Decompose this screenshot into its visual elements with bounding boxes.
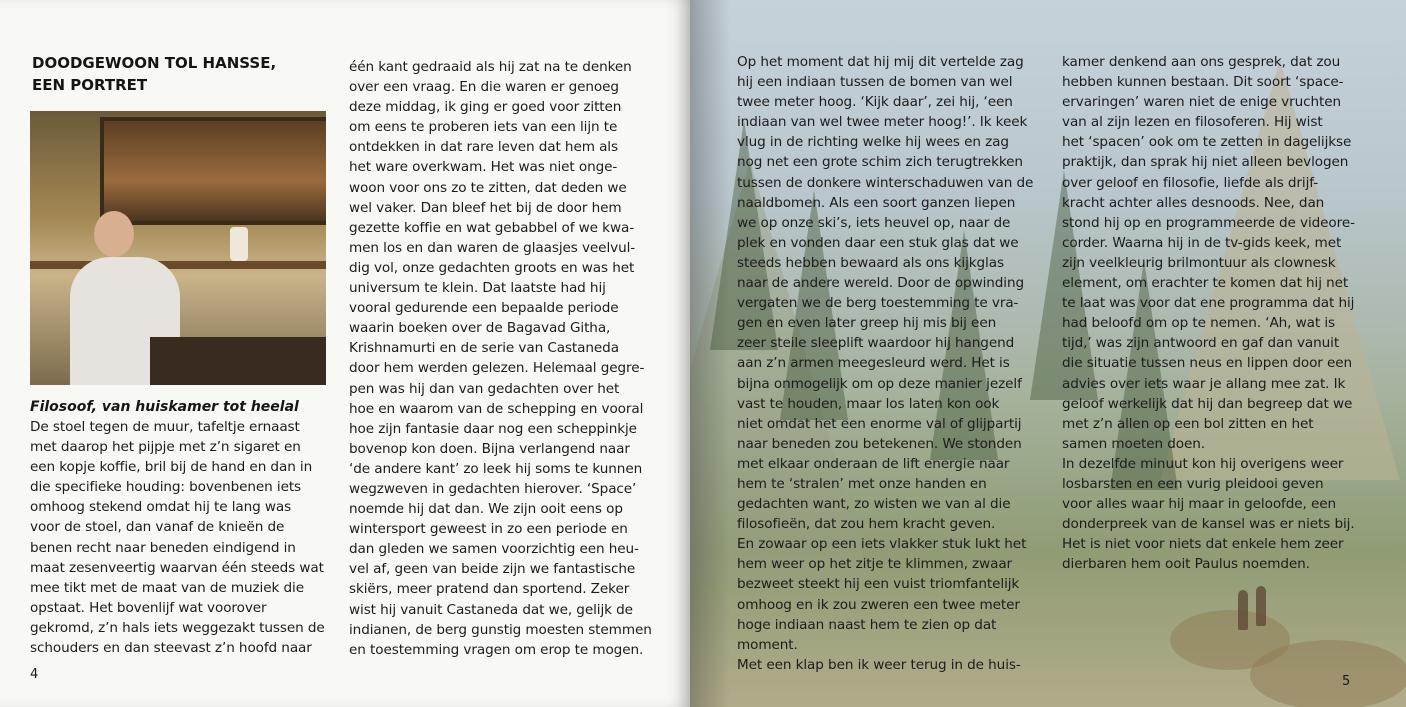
text-line: bezweet steekt hij een vuist triomfantelijk bbox=[737, 576, 1020, 593]
text-line: donderpreek van de kansel was er niets bij. bbox=[1062, 516, 1355, 533]
text-line: maat zesenveertig waarvan één steeds wat bbox=[30, 559, 324, 576]
text-line: met elkaar onderaan de lift energie naar bbox=[737, 455, 1010, 472]
text-line: het ‘spacen’ ook om te zetten in dagelijkse bbox=[1062, 134, 1352, 151]
text-line: skiërs, meer pratend dan sportend. Zeker bbox=[349, 581, 630, 598]
text-line: dierbaren hem ooit Paulus noemden. bbox=[1062, 556, 1310, 573]
text-line: een kopje koffie, bril bij de hand en dan in bbox=[30, 459, 313, 476]
text-line: Het is niet voor niets dat enkele hem zeer bbox=[1062, 536, 1344, 553]
text-line: wintersport geweest in zo een periode en bbox=[349, 521, 628, 538]
text-line: samen moeten doen. bbox=[1062, 435, 1205, 452]
text-line: met daarop het pijpje met z’n sigaret en bbox=[30, 439, 301, 456]
text-line: ontdekken in dat rare leven dat hem als bbox=[349, 139, 618, 156]
text-line: die situatie tussen neus en lippen door een bbox=[1062, 355, 1353, 372]
text-line: naaldbomen. Als een soort ganzen liepen bbox=[737, 194, 1016, 211]
text-line: nog net een grote schim zich terugtrekken bbox=[737, 154, 1023, 171]
painting-on-wall bbox=[100, 117, 326, 225]
text-line: deze middag, ik ging er goed voor zitten bbox=[349, 99, 622, 116]
page-number-right: 5 bbox=[1342, 674, 1351, 689]
page-fold-shadow bbox=[690, 0, 730, 707]
text-line: vergaten we de berg toestemming te vra- bbox=[737, 295, 1019, 312]
text-line: hij een indiaan tussen de bomen van wel bbox=[737, 74, 1013, 91]
text-line: zeer steile sleeplift waardoor hij hangend bbox=[737, 335, 1015, 352]
shelf bbox=[30, 261, 326, 269]
text-line: Op het moment dat hij mij dit vertelde zag bbox=[737, 54, 1024, 70]
text-line: niet omdat het een enorme val of glijpartij bbox=[737, 415, 1022, 432]
text-line: moment. bbox=[737, 636, 798, 653]
text-line: voor alles waar hij maar in geloofde, een bbox=[1062, 496, 1337, 513]
text-line: tussen de donkere winterschaduwen van de bbox=[737, 174, 1034, 191]
text-line: hem te ‘stralen’ met onze handen en bbox=[737, 475, 987, 492]
text-line: twee meter hoog. ‘Kijk daar’, zei hij, ‘een bbox=[737, 94, 1013, 111]
text-line: element, om erachter te komen dat hij net bbox=[1062, 275, 1349, 292]
text-line: tijd,’ was zijn antwoord en gaf dan vanuit bbox=[1062, 335, 1340, 352]
article-title bbox=[32, 52, 276, 96]
text-line: gen en even later greep hij mis bij een bbox=[737, 315, 997, 332]
text-line: van al zijn lezen en filosoferen. Hij wist bbox=[1062, 114, 1323, 131]
text-line: wist hij vanuit Castaneda dat we, gelijk de bbox=[349, 601, 633, 618]
text-line: naar beneden zou betekenen. We stonden bbox=[737, 435, 1022, 452]
text-line: De stoel tegen de muur, tafeltje ernaast bbox=[30, 419, 300, 435]
text-line: indianen, de berg gunstig moesten stemmen bbox=[349, 621, 652, 638]
right-page bbox=[690, 0, 1406, 707]
text-line: kamer denkend aan ons gesprek, dat zou bbox=[1062, 54, 1341, 70]
text-line: vast te houden, maar los laten kon ook bbox=[737, 395, 1000, 412]
text-line: pen was hij dan van gedachten over het bbox=[349, 380, 620, 397]
text-line: gekromd, z’n hals iets weggezakt tussen de bbox=[30, 619, 325, 636]
text-line: wegzweven in gedachten hierover. ‘Space’ bbox=[349, 480, 637, 497]
text-line: noemde hij dat dan. We zijn ooit eens op bbox=[349, 501, 623, 518]
text-line: vlug in de richting welke hij wees en zag bbox=[737, 134, 1009, 151]
text-line: benen recht naar beneden eindigend in bbox=[30, 539, 296, 556]
text-line: bijna onmogelijk om op deze manier jezelf bbox=[737, 375, 1022, 392]
text-line: één kant gedraaid als hij zat na te denken bbox=[349, 59, 632, 75]
text-line: zijn veelkleurig brilmontuur als clownesk bbox=[1062, 254, 1336, 271]
portrait-photo bbox=[30, 111, 326, 385]
text-line: ervaringen’ waren niet de enige vruchten bbox=[1062, 94, 1342, 111]
text-line: naar de andere wereld. Door de opwinding bbox=[737, 275, 1025, 292]
text-line: indiaan van wel twee meter hoog!’. Ik keek bbox=[737, 114, 1028, 131]
text-line: hoe zijn fantasie daar nog een scheppinkje bbox=[349, 420, 637, 437]
photo-caption: Filosoof, van huiskamer tot heelal bbox=[30, 399, 299, 415]
text-line: corder. Waarna hij in de tv-gids keek, met bbox=[1062, 234, 1342, 251]
text-line: vooral gedurende een bepaalde periode bbox=[349, 300, 619, 317]
text-line: En zowaar op een iets vlakker stuk lukt het bbox=[737, 536, 1027, 553]
text-line: hebben kunnen bestaan. Dit soort ‘space- bbox=[1062, 74, 1344, 91]
text-column-3 bbox=[737, 52, 1033, 675]
text-line: we op onze ski’s, iets heuvel op, naar de bbox=[737, 214, 1011, 231]
text-column-2 bbox=[349, 57, 652, 660]
text-line: hoe en waarom van de schepping en vooral bbox=[349, 400, 644, 417]
text-line: universum te klein. Dat laatste had hij bbox=[349, 280, 606, 297]
text-line: opstaat. Het bovenlijf wat voorover bbox=[30, 599, 267, 616]
text-line: door hem werden gelezen. Helemaal gegre- bbox=[349, 360, 645, 377]
rock bbox=[1250, 640, 1406, 707]
text-line: geloof werkelijk dat hij dan begreep dat we bbox=[1062, 395, 1353, 412]
text-line: kracht achter alles desnoods. Nee, dan bbox=[1062, 194, 1325, 211]
text-line: woon voor ons zo te zitten, dat deden we bbox=[349, 179, 627, 196]
person-head bbox=[94, 211, 134, 257]
text-line: vel af, geen van beide zijn we fantastische bbox=[349, 561, 636, 578]
text-line: omhoog stekend omdat hij te lang was bbox=[30, 499, 292, 516]
left-page bbox=[0, 0, 690, 707]
text-line: filosofieën, dat zou hem kracht geven. bbox=[737, 516, 996, 533]
text-line: om eens te proberen iets van een lijn te bbox=[349, 119, 618, 136]
text-line: gezette koffie en wat gebabbel of we kwa- bbox=[349, 219, 634, 236]
text-line: advies over iets waar je allang mee zat. Ik bbox=[1062, 375, 1346, 392]
text-line: dan gleden we samen voorzichtig een heu- bbox=[349, 541, 639, 558]
text-line: waarin boeken over de Bagavad Githa, bbox=[349, 320, 611, 337]
text-line: stond hij op en programmeerde de videore- bbox=[1062, 214, 1355, 231]
text-line: men los en dan waren de glaasjes veelvul- bbox=[349, 239, 636, 256]
text-line: aan z’n armen meegesleurd werd. Het is bbox=[737, 355, 1010, 372]
text-line: te laat was voor dat ene programma dat hij bbox=[1062, 295, 1355, 312]
text-line: losbarsten en een vurig pleidooi geven bbox=[1062, 475, 1324, 492]
text-line: hem weer op het zitje te klimmen, zwaar bbox=[737, 556, 1013, 573]
text-column-1 bbox=[30, 417, 325, 658]
title-line-1: DOODGEWOON TOL HANSSE, bbox=[32, 54, 277, 72]
text-line: bovenop kon doen. Bijna verlangend naar bbox=[349, 440, 630, 457]
hiker-figure bbox=[1256, 586, 1266, 626]
lamp bbox=[230, 227, 248, 261]
text-column-4 bbox=[1062, 52, 1355, 574]
text-line: die specifieke houding: bovenbenen iets bbox=[30, 479, 302, 496]
text-line: hoge indiaan naast hem te zien op dat bbox=[737, 616, 997, 633]
text-line: gedachten want, zo wisten we van al die bbox=[737, 496, 1011, 513]
text-line: In dezelfde minuut kon hij overigens weer bbox=[1062, 455, 1344, 472]
text-line: ‘de andere kant’ zo leek hij soms te kunnen bbox=[349, 460, 643, 477]
text-line: schouders en dan steevast z’n hoofd naar bbox=[30, 640, 312, 657]
text-line: dig vol, onze gedachten groots en was het bbox=[349, 259, 635, 276]
text-line: het ware overkwam. Het was niet onge- bbox=[349, 159, 618, 176]
title-line-2: EEN PORTRET bbox=[32, 76, 148, 94]
side-table bbox=[150, 337, 326, 385]
text-line: Met een klap ben ik weer terug in de huis- bbox=[737, 656, 1021, 673]
text-line: over een vraag. En die waren er genoeg bbox=[349, 79, 619, 96]
hiker-figure bbox=[1238, 590, 1248, 630]
text-line: Krishnamurti en de serie van Castaneda bbox=[349, 340, 619, 357]
text-line: en toestemming vragen om erop te mogen. bbox=[349, 641, 644, 658]
page-number-left: 4 bbox=[30, 667, 39, 682]
text-line: praktijk, dan sprak hij niet alleen bevlogen bbox=[1062, 154, 1349, 171]
text-line: omhoog en ik zou zweren een twee meter bbox=[737, 596, 1020, 613]
text-line: plek en vonden daar een stuk glas dat we bbox=[737, 234, 1019, 251]
text-line: steeds hebben bewaard als ons kijkglas bbox=[737, 254, 1004, 271]
text-line: had beloofd om op te nemen. ‘Ah, wat is bbox=[1062, 315, 1335, 332]
text-line: over geloof en filosofie, liefde als drijf- bbox=[1062, 174, 1319, 191]
text-line: met z’n allen op een bol zitten en het bbox=[1062, 415, 1314, 432]
text-line: mee tikt met de maat van de muziek die bbox=[30, 579, 304, 596]
text-line: wel vaker. Dan bleef het bij de door hem bbox=[349, 199, 622, 216]
text-line: voor de stoel, dan vanaf de knieën de bbox=[30, 519, 285, 536]
